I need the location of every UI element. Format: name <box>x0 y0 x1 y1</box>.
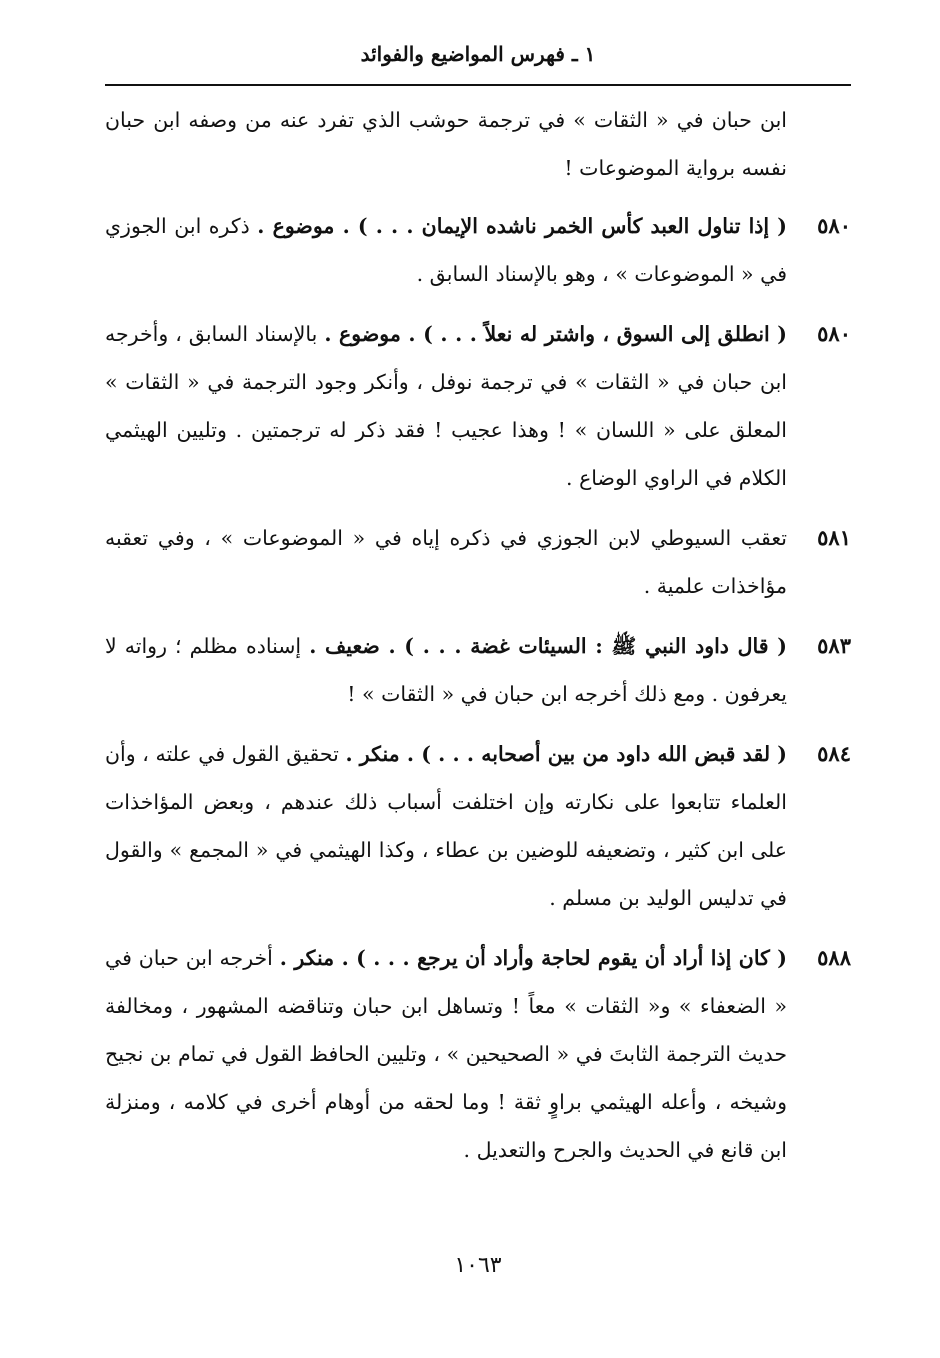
entry-body: تحقيق القول في علته ، وأن العلماء تتابعوا على نكارته وإن اختلفت أسباب ذلك عندهم ، وبعض المؤاخذات على ابن كثير ، وتضعيفه للوضين بن عطاء ، وكذا الهيثمي في « المجمع » والقول في تدليس الوليد بن مسلم . <box>105 742 787 910</box>
entry-number: ٥٨٨ <box>817 945 851 970</box>
entry-text <box>105 730 787 922</box>
entry-number: ٥٨١ <box>817 525 851 550</box>
entry-number: ٥٨٠ <box>817 321 851 346</box>
header-rule <box>105 84 851 86</box>
entry-heading: ( لقد قبض الله داود من بين أصحابه . . . ) . منكر . <box>345 742 787 766</box>
index-entry <box>105 96 851 192</box>
entry-body: بالإسناد السابق ، وأخرجه ابن حبان في « الثقات » في ترجمة نوفل ، وأنكر وجود الترجمة في « الثقات » المعلق على « اللسان » ! وهذا عجيب ! فقد ذكر له ترجمتين . وتليين الهيثمي الكلام في الراوي الوضاع . <box>105 322 787 490</box>
entry-body: ذكره ابن الجوزي في « الموضوعات » ، وهو بالإسناد السابق . <box>105 214 787 286</box>
entry-number: ٥٨٣ <box>817 633 851 658</box>
entry-body: ابن حبان في « الثقات » في ترجمة حوشب الذي تفرد عنه من وصفه ابن حبان نفسه برواية الموضوعات ! <box>105 108 787 180</box>
index-body <box>105 96 851 1186</box>
index-entry <box>105 730 851 922</box>
entry-text <box>105 202 787 298</box>
page-number: ١٠٦٣ <box>454 1253 502 1278</box>
running-title: ١ ـ فهرس المواضيع والفوائد <box>360 42 596 66</box>
entry-body: أخرجه ابن حبان في « الضعفاء » و« الثقات » معاً ! وتساهل ابن حبان وتناقضه المشهور ، ومخالفة حديث الترجمة الثابتَ في « الصحيحين » ، وتليين الحافظ القول في تمام بن نجيح وشيخه ، وأعله الهيثمي براوٍ ثقة ! وما لحقه من أوهام أخرى في كلامه ، ومنزلة ابن قانع في الحديث والجرح والتعديل . <box>105 946 787 1162</box>
entry-text <box>105 934 787 1174</box>
entry-number: ٥٨٠ <box>817 213 851 238</box>
index-entry <box>105 310 851 502</box>
entry-text <box>105 514 787 610</box>
index-entry <box>105 622 851 718</box>
index-entry <box>105 934 851 1174</box>
entry-text <box>105 622 787 718</box>
index-entry <box>105 514 851 610</box>
entry-number: ٥٨٤ <box>817 741 851 766</box>
entry-heading: ( كان إذا أراد أن يقوم لحاجة وأراد أن يرجع . . . ) . منكر . <box>279 946 787 970</box>
entry-text <box>105 96 787 192</box>
entry-heading: ( قال داود النبي ﷺ : السيئات غضة . . . ) . ضعيف . <box>309 634 787 658</box>
entry-text <box>105 310 787 502</box>
entry-heading: ( انطلق إلى السوق ، واشتر له نعلاً . . . ) . موضوع . <box>324 322 787 346</box>
entry-body: إسناده مظلم ؛ رواته لا يعرفون . ومع ذلك أخرجه ابن حبان في « الثقات » ! <box>105 634 787 706</box>
entry-body: تعقب السيوطي لابن الجوزي في ذكره إياه في « الموضوعات » ، وفي تعقبه مؤاخذات علمية . <box>105 526 787 598</box>
index-entry <box>105 202 851 298</box>
entry-heading: ( إذا تناول العبد كأس الخمر ناشده الإيمان . . . ) . موضوع . <box>257 214 787 238</box>
